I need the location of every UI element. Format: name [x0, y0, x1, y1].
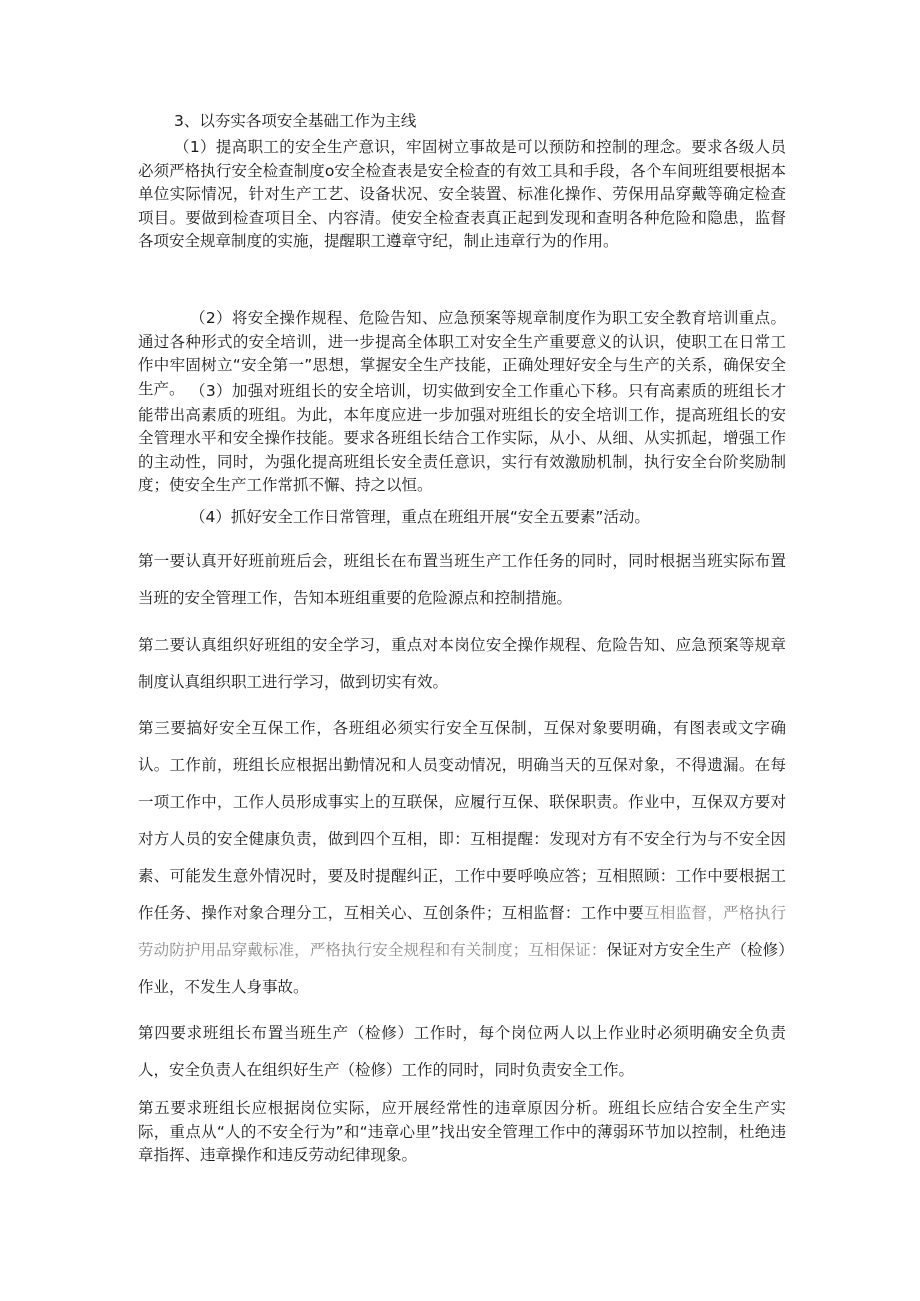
paragraph-2: （2）将安全操作规程、危险告知、应急预案等规章制度作为职工安全教育培训重点。通过各种形式的安全培训，进一步提高全体职工对安全生产重要意义的认识，使职工在日常工作中牢固树立“安全第一”思想，掌握安全生产技能，正确处理好安全与生产的关系，确保安全生产。: [138, 309, 786, 398]
paragraph-3: （3）加强对班组长的安全培训，切实做到安全工作重心下移。只有高素质的班组长才能带出高素质的班组。为此，本年度应进一步加强对班组长的安全培训工作，提高班组长的安全管理水平和安全操作技能。要求各班组长结合工作实际，从小、从细、从实抓起，增强工作的主动性，同时，为强化提高班组长安全责任意识，实行有效激励机制，执行安全台阶奖励制度；使安全生产工作常抓不懈、持之以恒。: [138, 382, 786, 495]
paragraph-7: [138, 710, 786, 1006]
paragraph-1: （1）提高职工的安全生产意识，牢固树立事故是可以预防和控制的理念。要求各级人员必须严格执行安全检查制度o安全检查表是安全检查的有效工具和手段，各个车间班组要根据本单位实际情况，针对生产工艺、设备状况、安全装置、标准化操作、劳保用品穿戴等确定检查项目。要做到检查项目全、内容清。使安全检查表真正起到发现和查明各种危险和隐患，监督各项安全规章制度的实施，提醒职工遵章守纪，制止违章行为的作用。: [138, 138, 786, 251]
paragraph-7-faded: 互相监督，严格执行劳动防护用品穿戴标准，严格执行安全规程和有关制度；互相保证：: [138, 904, 786, 959]
paragraph-7-end: 保证对方安全生产（检修）作业，不发生人身事故。: [138, 941, 786, 996]
paragraph-9: 第五要求班组长应根据岗位实际，应开展经常性的违章原因分析。班组长应结合安全生产实际，重点从“人的不安全行为”和“违章心里”找出安全管理工作中的薄弱环节加以控制，杜绝违章指挥、违章操作和违反劳动纪律现象。: [138, 1099, 786, 1165]
paragraph-5: 第一要认真开好班前班后会，班组长在布置当班生产工作任务的同时，同时根据当班实际布置当班的安全管理工作，告知本班组重要的危险源点和控制措施。: [138, 552, 786, 607]
paragraph-4: （4）抓好安全工作日常管理，重点在班组开展“安全五要素”活动。: [190, 508, 650, 526]
paragraph-7-main: 第三要搞好安全互保工作，各班组必须实行安全互保制，互保对象要明确，有图表或文字确认。工作前，班组长应根据出勤情况和人员变动情况，明确当天的互保对象，不得遗漏。在每一项工作中，工作人员形成事实上的互联保，应履行互保、联保职责。作业中，互保双方要对对方人员的安全健康负责，做到四个互相，即：互相提醒：发现对方有不安全行为与不安全因素、可能发生意外情况时，要及时提醒纠正，工作中要呼唤应答；互相照顾：工作中要根据工作任务、操作对象合理分工，互相关心、互创条件；互相监督：工作中要: [138, 719, 786, 922]
section-heading: 3、以夯实各项安全基础工作为主线: [174, 112, 417, 130]
paragraph-8: 第四要求班组长布置当班生产（检修）工作时，每个岗位两人以上作业时必须明确安全负责人，安全负责人在组织好生产（检修）工作的同时，同时负责安全工作。: [138, 1024, 786, 1079]
paragraph-6: 第二要认真组织好班组的安全学习，重点对本岗位安全操作规程、危险告知、应急预案等规章制度认真组织职工进行学习，做到切实有效。: [138, 636, 786, 691]
